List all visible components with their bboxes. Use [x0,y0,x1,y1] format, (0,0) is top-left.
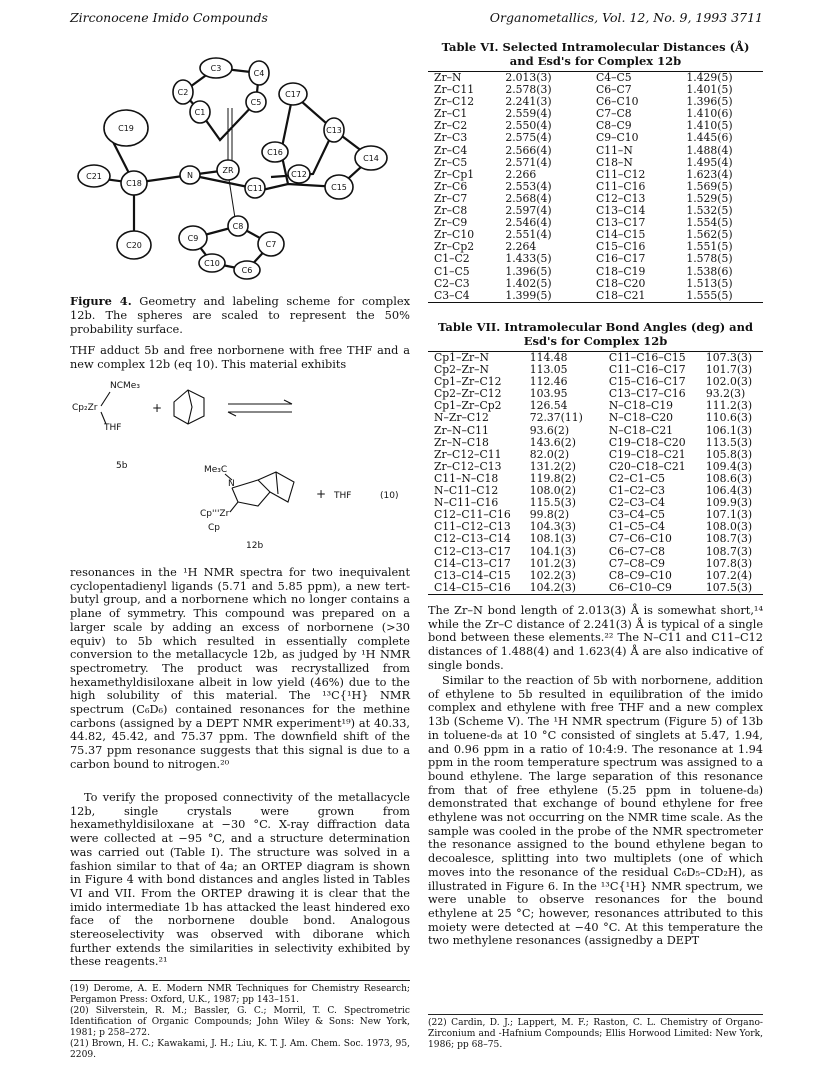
eq-label-12b: 12b [246,541,264,551]
table-cell: Zr–C1 [434,107,468,121]
table-vii-body [428,351,763,595]
table-cell: 1.532(5) [686,204,733,218]
table-cell: 72.37(11) [529,411,583,425]
table-cell: C3–C4–C5 [608,508,666,522]
eq-cp2zr: Cp₂Zr [72,403,98,413]
table-cell: C7–C8 [595,107,632,121]
table-cell: C1–C2–C3 [608,484,666,498]
atom-label-c5: C5 [250,98,262,107]
atom-label-c1: C1 [194,108,206,117]
atom-label-c17: C17 [285,90,301,99]
atom-label-c3: C3 [210,64,222,73]
table-cell: 1.554(5) [686,216,733,230]
table-cell: N–C11–C16 [434,496,499,510]
atom-label-n: N [187,171,193,180]
table-cell: 107.8(3) [705,556,753,570]
table-vi [428,40,763,303]
equation-10-scheme [70,376,410,556]
left-paragraph-3: To verify the proposed connectivity of the metallacycle 12b, single crystals were grown from hexamethyldisiloxane at −30 °C. X-ray diffraction data were collected at −95 °C, and a structure determination was carried out (Table I). The structure was solved in a fashion similar to that of 4a; an ORTEP diagram is shown in Figure 4 with bond distances and angles listed in Tables VI and VII. From the ORTEP drawing it is clear that the imido intermediate 1b has attacked the least hindered exo face of the norbornene double bond. Analogous stereoselectivity was observed with diborane which further extends the similarities in selectivity exhibited by these reagents.²¹ [70,791,410,969]
eq-thf-2: THF [334,491,352,501]
table-cell: 102.0(3) [705,375,753,389]
table-cell: C14–C15–C16 [434,580,511,594]
table-cell: Zr–N [434,71,462,84]
table-cell: 2.546(4) [505,216,552,230]
table-cell: 1.538(6) [686,264,733,278]
table-vi-row [428,145,763,157]
table-cell: C4–C5 [595,71,632,84]
table-cell: 1.410(5) [686,119,733,133]
table-cell: C18–C20 [595,276,646,290]
table-cell: 2.013(3) [505,71,552,84]
table-cell: 109.9(3) [705,496,753,510]
table-cell: 105.8(3) [705,447,753,461]
table-cell: 2.551(4) [505,228,552,242]
eq-plus-1: + [152,401,163,415]
table-cell: 2.566(4) [505,143,552,157]
eq-label-5b: 5b [116,461,128,471]
table-cell: 110.6(3) [705,411,753,425]
table-cell: C11–N–C18 [434,471,499,485]
atom-label-c2: C2 [177,88,189,97]
table-cell: 113.05 [529,363,568,377]
table-vii-row [428,546,763,558]
table-cell: Zr–N–C11 [434,423,489,437]
table-cell: C2–C1–C5 [608,471,666,485]
table-cell: 1.445(6) [686,131,733,145]
table-cell: 1.569(5) [686,179,733,193]
table-cell: N–Zr–C12 [434,411,489,425]
table-cell: 2.597(4) [505,204,552,218]
table-cell: C19–C18–C20 [608,435,686,449]
table-cell: Zr–C5 [434,155,468,169]
table-vi-row [428,290,763,303]
eq-ncme3: NCMe₃ [110,381,140,391]
table-cell: C11–C12–C13 [434,520,511,534]
left-paragraph-1: THF adduct 5b and free norbornene with free THF and a new complex 12b (eq 10). This material exhibits [70,344,410,371]
table-cell: N–C18–C21 [608,423,674,437]
table-cell: 1.429(5) [686,71,733,84]
table-cell: Zr–C8 [434,204,468,218]
table-cell: 2.559(4) [505,107,552,121]
atom-label-c11: C11 [247,184,263,193]
table-cell: 107.5(3) [705,580,753,594]
atom-label-c13: C13 [326,126,342,135]
table-cell: 108.6(3) [705,471,753,485]
footnote-22: (22) Cardin, D. J.; Lappert, M. F.; Raston, C. L. Chemistry of Organo-Zirconium and -Hafnium Compounds; Ellis Horwood Limited: New York, 1986; pp 68–75. [428,1018,763,1050]
table-vii-row [428,425,763,437]
table-cell: Zr–C2 [434,119,468,133]
table-cell: Cp2–Zr–N [434,363,489,377]
table-cell: 107.2(4) [705,568,753,582]
table-cell: Cp2–Zr–C12 [434,387,502,401]
running-header-right: Organometallics, Vol. 12, No. 9, 1993 3711 [489,10,763,25]
table-cell: C1–C5–C4 [608,520,666,534]
atom-label-c18: C18 [126,179,142,188]
table-cell: C14–C13–C17 [434,556,511,570]
table-vii-row [428,437,763,449]
atom-label-c8: C8 [232,222,244,231]
table-cell: Zr–C6 [434,179,468,193]
table-cell: 1.410(6) [686,107,733,121]
table-cell: C16–C17 [595,252,646,266]
table-cell: 104.3(3) [529,520,576,534]
table-cell: Cp1–Zr–C12 [434,375,502,389]
table-cell: 111.2(3) [705,399,753,413]
table-cell: C12–C13–C17 [434,544,511,558]
table-cell: C19–C18–C21 [608,447,686,461]
table-cell: Cp1–Zr–N [434,351,489,364]
table-vii-row [428,533,763,545]
table-cell: Zr–C12–C13 [434,459,502,473]
table-cell: Zr–C9 [434,216,468,230]
table-cell: Zr–C3 [434,131,468,145]
table-cell: 93.2(3) [705,387,746,401]
table-cell: 1.401(5) [686,83,733,97]
atom-label-c7: C7 [265,240,277,249]
table-cell: 2.553(4) [505,179,552,193]
table-cell: 2.571(4) [505,155,552,169]
table-vi-row [428,132,763,144]
table-cell: C11–C16–C17 [608,363,686,377]
atom-label-c4: C4 [253,69,265,78]
table-cell: 131.2(2) [529,459,576,473]
table-cell: N–C18–C19 [608,399,674,413]
eq-me3c: Me₃C [204,465,228,475]
table-cell: C1–C2 [434,252,470,266]
atom-label-c20: C20 [126,241,142,250]
atom-label-zr: ZR [222,166,234,175]
eq-cp2: Cp [208,523,220,533]
table-cell: 93.6(2) [529,423,570,437]
table-cell: C12–C11–C16 [434,508,511,522]
table-cell: C8–C9 [595,119,632,133]
table-cell: C9–C10 [595,131,639,145]
table-cell: 2.568(4) [505,191,552,205]
table-cell: C14–C15 [595,228,646,242]
table-cell: 114.48 [529,351,568,364]
atom-label-c12: C12 [291,170,307,179]
table-cell: 106.1(3) [705,423,753,437]
eq-n: N [228,479,235,489]
table-cell: 1.551(5) [686,240,733,254]
table-cell: N–C18–C20 [608,411,674,425]
table-cell: 1.578(5) [686,252,733,266]
table-cell: C15–C16 [595,240,646,254]
table-cell: 2.575(4) [505,131,552,145]
table-vii-row [428,558,763,570]
table-cell: 99.8(2) [529,508,570,522]
table-cell: C11–C16 [595,179,646,193]
table-cell: 101.2(3) [529,556,576,570]
footnote-rule [70,980,410,981]
table-vi-row [428,253,763,265]
table-vi-row [428,266,763,278]
table-cell: 107.3(3) [705,351,753,364]
table-cell: 113.5(3) [705,435,753,449]
table-cell: 1.488(4) [686,143,733,157]
table-cell: C18–C21 [595,288,646,302]
table-vi-row [428,157,763,169]
eq-plus-2: + [316,487,327,501]
table-cell: Zr–Cp2 [434,240,475,254]
table-cell: C6–C10–C9 [608,580,672,594]
table-cell: C20–C18–C21 [608,459,686,473]
table-cell: 104.1(3) [529,544,576,558]
table-cell: 106.4(3) [705,484,753,498]
table-cell: C3–C4 [434,288,470,302]
table-cell: C6–C7 [595,83,632,97]
atom-label-c21: C21 [86,172,102,181]
table-cell: C11–C12 [595,167,646,181]
table-cell: 102.2(3) [529,568,576,582]
table-vii-row [428,582,763,595]
running-header-left: Zirconocene Imido Compounds [70,10,268,25]
table-cell: C2–C3 [434,276,470,290]
table-cell: C12–C13–C14 [434,532,511,546]
figure-4-ortep [70,48,415,288]
table-cell: C8–C9–C10 [608,568,672,582]
right-paragraph-1: The Zr–N bond length of 2.013(3) Å is somewhat short,¹⁴ while the Zr–C distance of 2.241(3) Å is typical of a single bond between these elements.²² The N–C11 and C11–C12 distances of 1.488(4) and 1.623(4) Å are also indicative of single bonds. [428,604,763,672]
atom-label-c19: C19 [118,124,134,133]
figure-4-caption-text: Geometry and labeling scheme for complex 12b. The spheres are scaled to represent the 50% probability surface. [70,294,410,336]
table-cell: 1.529(5) [686,191,733,205]
table-cell: 1.402(5) [505,276,552,290]
footnote-19: (19) Derome, A. E. Modern NMR Techniques for Chemistry Research; Pergamon Press: Oxford, U.K., 1987; pp 143–151. [70,984,410,1005]
table-cell: C11–C16–C15 [608,351,686,364]
table-vii-row [428,570,763,582]
table-cell: C13–C17–C16 [608,387,686,401]
table-cell: C12–C13 [595,191,646,205]
atom-label-c14: C14 [363,154,379,163]
table-cell: 1.399(5) [505,288,552,302]
table-cell: 109.4(3) [705,459,753,473]
table-cell: 1.396(5) [505,264,552,278]
table-cell: Zr–C11 [434,83,475,97]
table-vi-title: Table VI. Selected Intramolecular Distances (Å) and Esd's for Complex 12b [441,40,750,68]
table-cell: 101.7(3) [705,363,753,377]
table-cell: C13–C17 [595,216,646,230]
table-cell: Zr–C12–C11 [434,447,502,461]
table-cell: 1.495(4) [686,155,733,169]
table-cell: 2.241(3) [505,95,552,109]
table-vii-title: Table VII. Intramolecular Bond Angles (deg) and Esd's for Complex 12b [437,320,754,348]
figure-4-caption-label: Figure 4. [70,294,132,308]
left-paragraph-2: resonances in the ¹H NMR spectra for two inequivalent cyclopentadienyl ligands (5.71 and 5.85 ppm), a new tert-butyl group, and a norbornene which no longer contains a plane of symmetry. This compound was prepared on a larger scale by adding an excess of norbornene (>30 equiv) to 5b which resulted in essentially complete conversion to the metallacycle 12b, as judged by ¹H NMR spectrometry. The product was recrystallized from hexamethyldisiloxane albeit in low yield (46%) due to the high solubility of this material. The ¹³C{¹H} NMR spectrum (C₆D₆) contained resonances for the methine carbons (assigned by a DEPT NMR experiment¹⁹) at 40.33, 44.82, 45.42, and 75.37 ppm. The downfield shift of the 75.37 ppm resonance suggests that this signal is due to a carbon bound to nitrogen.²⁰ [70,566,410,771]
atom-label-c6: C6 [241,266,253,275]
table-cell: 1.623(4) [686,167,733,181]
table-vii [428,320,763,595]
table-cell: C11–N [595,143,633,157]
table-cell: 2.578(3) [505,83,552,97]
table-cell: C18–C19 [595,264,646,278]
table-cell: 108.1(3) [529,532,576,546]
eq-number: (10) [380,491,399,501]
table-vii-row [428,412,763,424]
table-cell: C1–C5 [434,264,470,278]
table-cell: 108.7(3) [705,544,753,558]
table-cell: Zr–N–C18 [434,435,489,449]
table-cell: 2.550(4) [505,119,552,133]
table-cell: 108.0(2) [529,484,576,498]
table-cell: C2–C3–C4 [608,496,666,510]
table-cell: 108.0(3) [705,520,753,534]
left-footnotes [70,980,410,1061]
atom-label-c16: C16 [267,148,283,157]
table-cell: 115.5(3) [529,496,576,510]
table-cell: C6–C10 [595,95,639,109]
table-cell: 143.6(2) [529,435,576,449]
right-footnotes [428,1014,763,1051]
table-cell: 1.562(5) [686,228,733,242]
figure-4-caption [70,294,410,336]
footnote-21: (21) Brown, H. C.; Kawakami, J. H.; Liu, K. T. J. Am. Chem. Soc. 1973, 95, 2209. [70,1039,410,1060]
atom-label-c15: C15 [331,183,347,192]
table-cell: 119.8(2) [529,471,576,485]
atom-label-c10: C10 [204,259,220,268]
table-cell: C13–C14–C15 [434,568,511,582]
table-cell: Cp1–Zr–Cp2 [434,399,502,413]
table-cell: C13–C14 [595,204,646,218]
table-cell: 112.46 [529,375,568,389]
table-cell: 2.266 [505,167,537,181]
table-cell: 82.0(2) [529,447,570,461]
right-paragraph-2: Similar to the reaction of 5b with norbornene, addition of ethylene to 5b resulted in equilibration of the imido complex and ethylene with free THF and a new complex 13b (Scheme V). The ¹H NMR spectrum (Figure 5) of 13b in toluene-d₈ at 10 °C consisted of singlets at 5.47, 1.94, and 0.96 ppm in a ratio of 10:4:9. The resonance at 1.94 ppm in the room temperature spectrum was assigned to a bound ethylene. The large separation of this resonance from that of free ethylene (5.25 ppm in toluene-d₈) demonstrated that exchange of bound ethylene for free ethylene was not occurring on the NMR time scale. As the sample was cooled in the probe of the NMR spectrometer the resonance assigned to the bound ethylene began to decoalesce, splitting into two multiplets (one of which moves into the resonance of the residual C₆D₅–CD₂H), as illustrated in Figure 6. In the ¹³C{¹H} NMR spectrum, we were unable to observe resonances for the bound ethylene at 25 °C; however, resonances attributed to this moiety were detected at −40 °C. At this temperature the two methylene resonances (assignedby a DEPT [428,674,763,948]
table-cell: C18–N [595,155,633,169]
table-cell: 1.555(5) [686,288,733,302]
table-cell: 1.513(5) [686,276,733,290]
table-cell: Zr–C12 [434,95,475,109]
atom-label-c9: C9 [187,234,199,243]
table-cell: 104.2(3) [529,580,576,594]
footnote-20: (20) Silverstein, R. M.; Bassler, G. C.; Morril, T. C. Spectrometric Identification of Organic Compounds; John Wiley & Sons: New York, 1981; p 258–272. [70,1006,410,1038]
table-cell: Zr–Cp1 [434,167,475,181]
table-cell: N–C11–C12 [434,484,499,498]
table-cell: 103.95 [529,387,568,401]
table-vi-body [428,71,763,303]
table-cell: 107.1(3) [705,508,753,522]
table-cell: 1.396(5) [686,95,733,109]
table-cell: Zr–C4 [434,143,468,157]
table-cell: 2.264 [505,240,537,254]
table-cell: 108.7(3) [705,532,753,546]
table-vi-row [428,278,763,290]
table-cell: C7–C6–C10 [608,532,672,546]
table-cell: C15–C16–C17 [608,375,686,389]
table-cell: C7–C8–C9 [608,556,666,570]
table-cell: C6–C7–C8 [608,544,666,558]
eq-thf: THF [104,423,122,433]
eq-cp1: Cp'''Zr [200,509,230,519]
table-cell: Zr–C7 [434,191,468,205]
table-cell: 1.433(5) [505,252,552,266]
table-cell: 126.54 [529,399,568,413]
footnote-rule-right [428,1014,763,1015]
table-cell: Zr–C10 [434,228,475,242]
